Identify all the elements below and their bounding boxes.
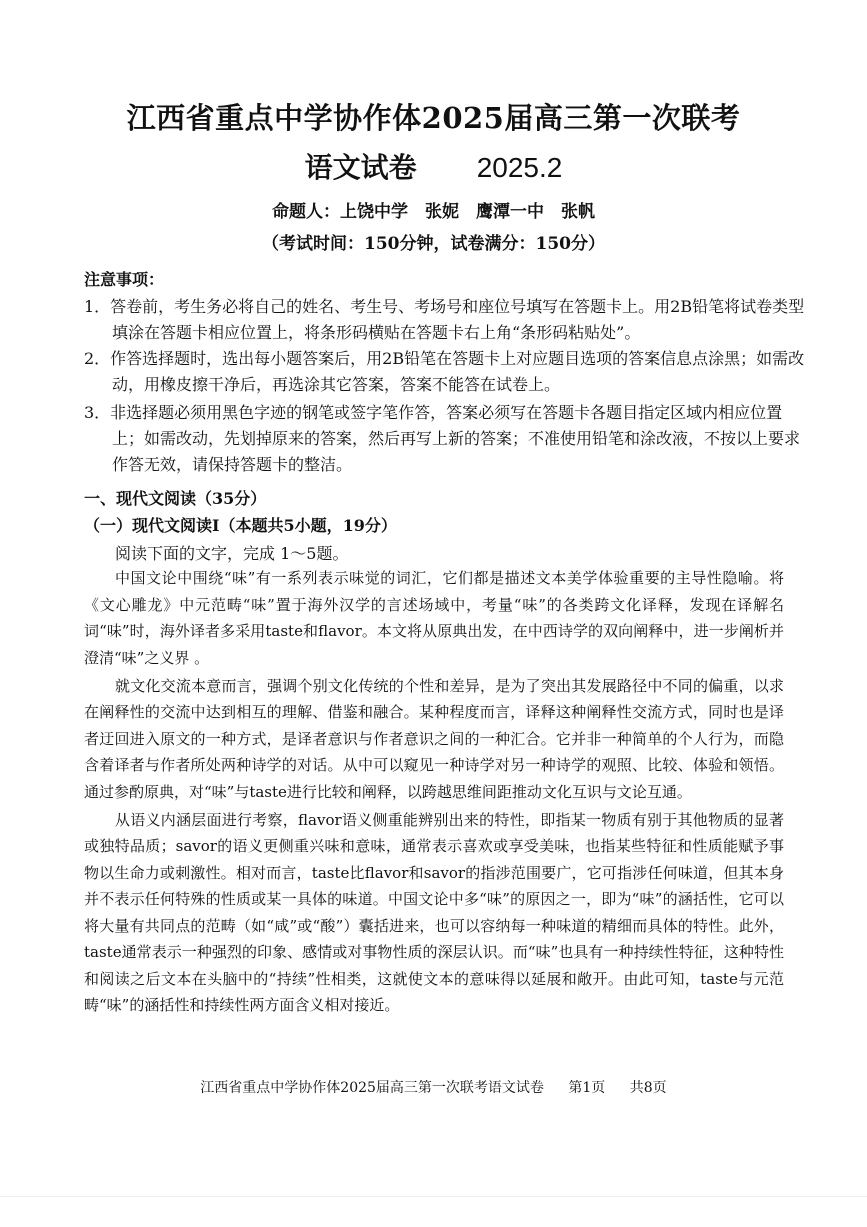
passage-paragraph: 中国文论中围绕“味”有一系列表示味觉的词汇，它们都是描述文本美学体验重要的主导性隐喻。将《文心雕龙》中元范畴“味”置于海外汉学的言述场域中，考量“味”的各类跨文化译释，发现在译解名词“味”时，海外译者多采用taste和flavor。本文将从原典出发，在中西诗学的双向阐释中，进一步阐析并澄清“味”之义界 。	[84, 569, 784, 667]
page-footer	[0, 1077, 867, 1097]
reading-passage	[84, 565, 784, 1020]
footer-total-pages: 共8页	[629, 1080, 667, 1096]
exam-subtitle	[0, 146, 867, 186]
note-item-1: 1．答卷前，考生务必将自己的姓名、考生号、考场号和座位号填写在答题卡上。用2B铅笔将试卷类型填涂在答题卡相应位置上，将条形码横贴在答题卡右上角“条形码粘贴处”。	[84, 297, 805, 342]
reading-instruction: 阅读下面的文字，完成 1～5题。	[115, 544, 349, 563]
footer-page-number: 第1页	[568, 1080, 606, 1096]
note-item-2: 2．作答选择题时，选出每小题答案后，用2B铅笔在答题卡上对应题目选项的答案信息点涂黑；如需改动，用橡皮擦干净后，再选涂其它答案，答案不能答在试卷上。	[84, 349, 805, 394]
footer-exam-name: 江西省重点中学协作体2025届高三第一次联考语文试卷	[200, 1080, 544, 1096]
passage-paragraph: 从语义内涵层面进行考察，flavor语义侧重能辨别出来的特性，即指某一物质有别于其他物质的显著或独特品质；savor的语义更侧重兴味和意味，通常表示喜欢或享受美味，也指某些特征和性质能赋予事物以生命力或刺激性。相对而言，taste比flavor和savor的指涉范围要广，它可指涉任何味道，但其本身并不表示任何特殊的性质或某一具体的味道。中国文论中多“味”的原因之一，即为“味”的涵括性，它可以将大量有共同点的范畴（如“咸”或“酸”）囊括进来，也可以容纳每一种味道的精细而具体的特性。此外，taste通常表示一种强烈的印象、感情或对事物性质的深层认识。而“味”也具有一种持续性特征，这种特性和阅读之后文本在头脑中的“持续”性相类，这就使文本的意味得以延展和敞开。由此可知，taste与元范畴“味”的涵括性和持续性两方面含义相对接近。	[84, 810, 784, 1014]
bottom-divider	[0, 1196, 867, 1197]
notes-heading: 注意事项：	[84, 270, 165, 289]
note-item-3: 3．非选择题必须用黑色字迹的钢笔或签字笔作答，答案必须写在答题卡各题目指定区域内相应位置上；如需改动，先划掉原来的答案，然后再写上新的答案；不准使用铅笔和涂改液，不按以上要求作答无效，请保持答题卡的整洁。	[84, 403, 801, 474]
exam-time-info: （考试时间：150分钟，试卷满分：150分）	[262, 234, 605, 254]
passage-paragraph: 就文化交流本意而言，强调个别文化传统的个性和差异，是为了突出其发展路径中不同的偏重，以求在阐释性的交流中达到相互的理解、借鉴和融合。某种程度而言，译释这种阐释性交流方式，同时也是译者迂回进入原文的一种方式，是译者意识与作者意识之间的一种汇合。它并非一种简单的个人行为，而隐含着译者与作者所处两种诗学的对话。从中可以窥见一种诗学对另一种诗学的观照、比较、体验和领悟。通过参酌原典，对“味”与taste进行比较和阐释，以跨越思维间距推动文化互识与文论互通。	[84, 676, 784, 801]
section-heading: 一、现代文阅读（35分）	[84, 489, 267, 508]
sub-section-heading: （一）现代文阅读Ⅰ（本题共5小题，19分）	[84, 516, 397, 535]
subject-label: 语文试卷	[304, 151, 417, 184]
exam-date: 2025.2	[476, 152, 563, 183]
exam-title: 江西省重点中学协作体2025届高三第一次联考	[126, 101, 741, 135]
author-line: 命题人：上饶中学 张妮 鹰潭一中 张帆	[272, 202, 595, 222]
